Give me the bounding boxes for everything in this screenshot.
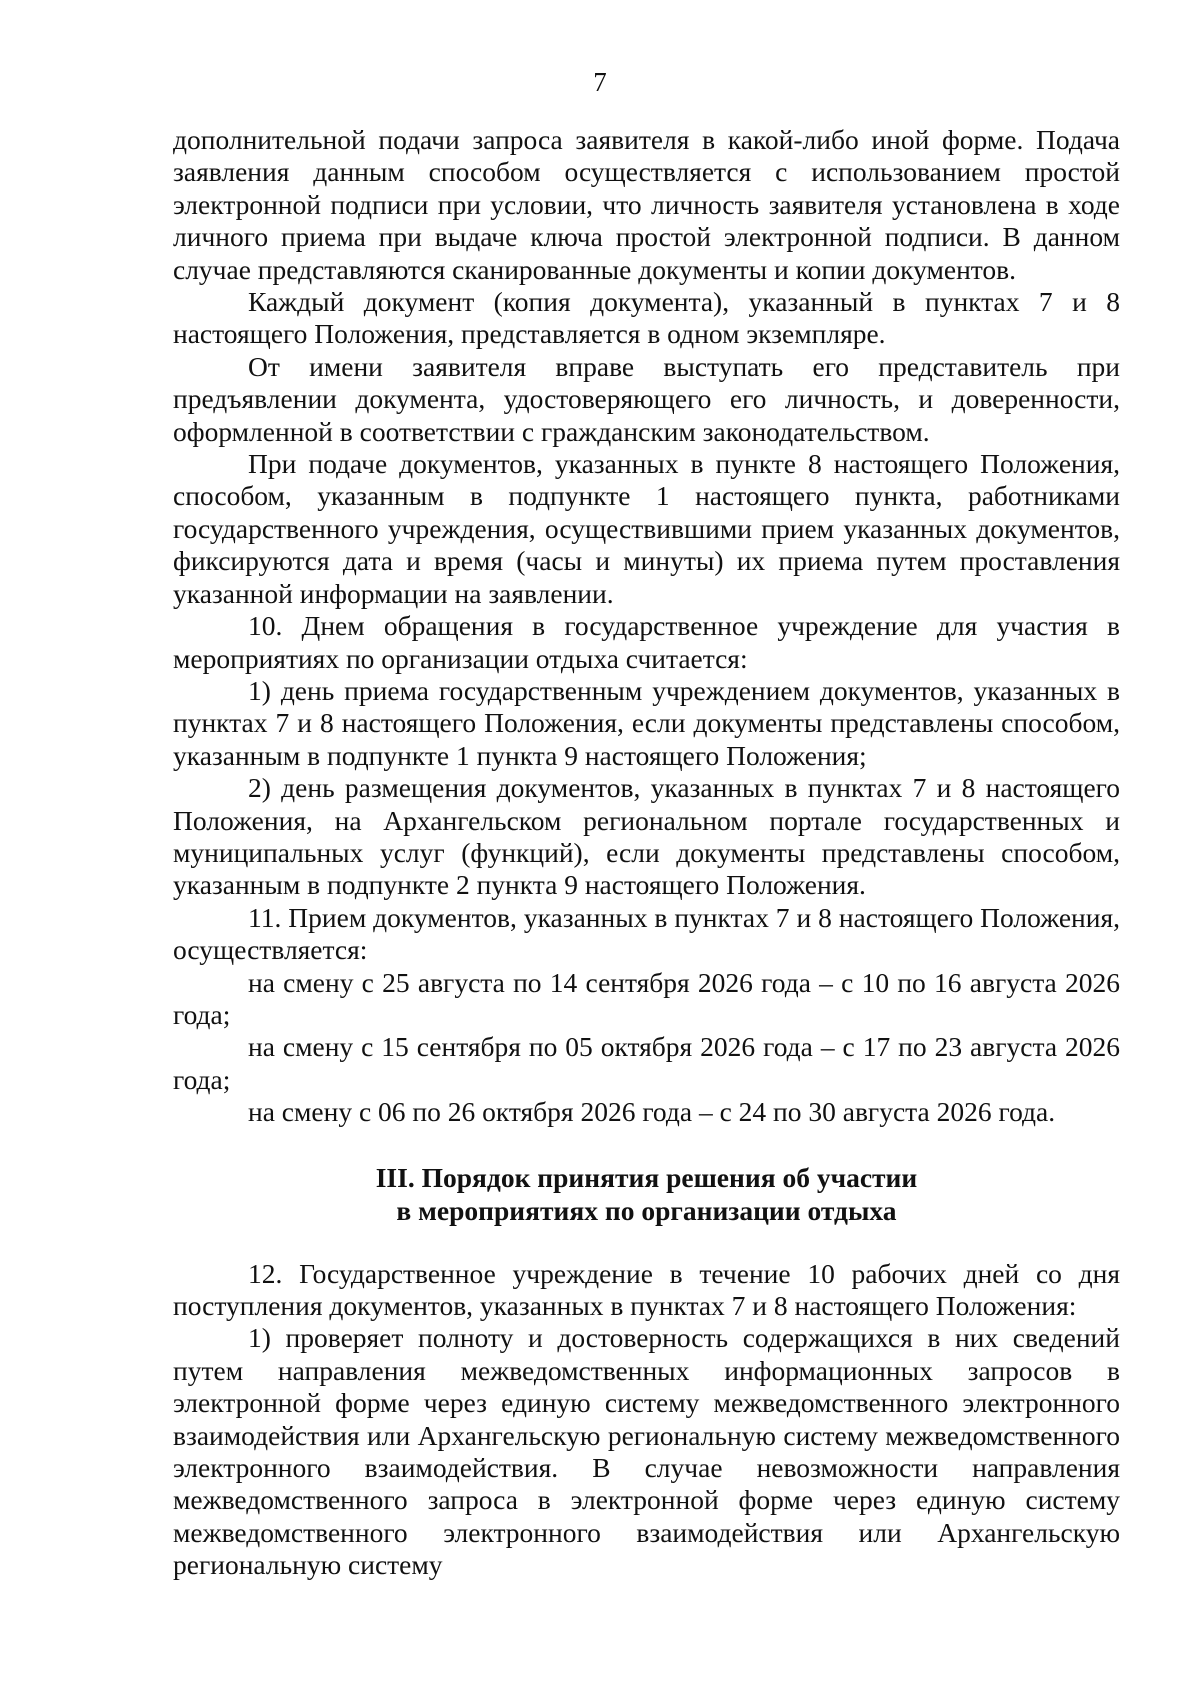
- paragraph-item-11: 11. Прием документов, указанных в пунктах 7 и 8 настоящего Положения, осуществляется:: [173, 901, 1120, 966]
- schedule-line: на смену с 25 августа по 14 сентября 2026 года – с 10 по 16 августа 2026 года;: [173, 966, 1120, 1030]
- paragraph: При подаче документов, указанных в пункте 8 настоящего Положения, способом, указанным в подпункте 1 настоящего пункта, работниками государственного учреждения, осуществившими прием указанных документов, фиксируются дата и время (часы и минуты) их приема путем проставления указанной информации на заявлении.: [173, 448, 1120, 609]
- section-heading: [173, 1161, 1120, 1227]
- subitem-1: 1) проверяет полноту и достоверность содержащихся в них сведений путем направления межведомственных информационных запросов в электронной форме через единую систему межведомственного электронного взаимодействия или Архангельскую региональную систему межведомственного электронного взаимодействия. В случае невозможности направления межведомственного запроса в электронной форме через единую систему межведомственного электронного взаимодействия или Архангельскую региональную систему: [173, 1322, 1120, 1581]
- document-body: [173, 124, 1120, 1582]
- section-heading-line: III. Порядок принятия решения об участии: [375, 1161, 918, 1193]
- schedule-line: на смену с 15 сентября по 05 октября 2026 года – с 17 по 23 августа 2026 года;: [173, 1031, 1120, 1095]
- subitem-1: 1) день приема государственным учреждением документов, указанных в пунктах 7 и 8 настоящего Положения, если документы представлены способом, указанным в подпункте 1 пункта 9 настоящего Положения;: [173, 674, 1120, 771]
- page-number: 7: [593, 67, 607, 97]
- section-heading-line: в мероприятиях по организации отдыха: [396, 1194, 897, 1226]
- paragraph: От имени заявителя вправе выступать его представитель при предъявлении документа, удостоверяющего его личность, и доверенности, оформленной в соответствии с гражданским законодательством.: [173, 350, 1120, 447]
- paragraph-item-12: 12. Государственное учреждение в течение 10 рабочих дней со дня поступления документов, указанных в пунктах 7 и 8 настоящего Положения:: [173, 1257, 1120, 1321]
- paragraph: дополнительной подачи запроса заявителя в какой-либо иной форме. Подача заявления данным способом осуществляется с использованием простой электронной подписи при условии, что личность заявителя установлена в ходе личного приема при выдаче ключа простой электронной подписи. В данном случае представляются сканированные документы и копии документов.: [173, 124, 1120, 285]
- paragraph-item-10: 10. Днем обращения в государственное учреждение для участия в мероприятиях по организации отдыха считается:: [173, 610, 1120, 674]
- schedule-line: на смену с 06 по 26 октября 2026 года – с 24 по 30 августа 2026 года.: [248, 1096, 1056, 1128]
- subitem-2: 2) день размещения документов, указанных в пунктах 7 и 8 настоящего Положения, на Архангельском региональном портале государственных и муниципальных услуг (функций), если документы представлены способом, указанным в подпункте 2 пункта 9 настоящего Положения.: [173, 772, 1120, 901]
- paragraph: Каждый документ (копия документа), указанный в пунктах 7 и 8 настоящего Положения, представляется в одном экземпляре.: [173, 286, 1120, 350]
